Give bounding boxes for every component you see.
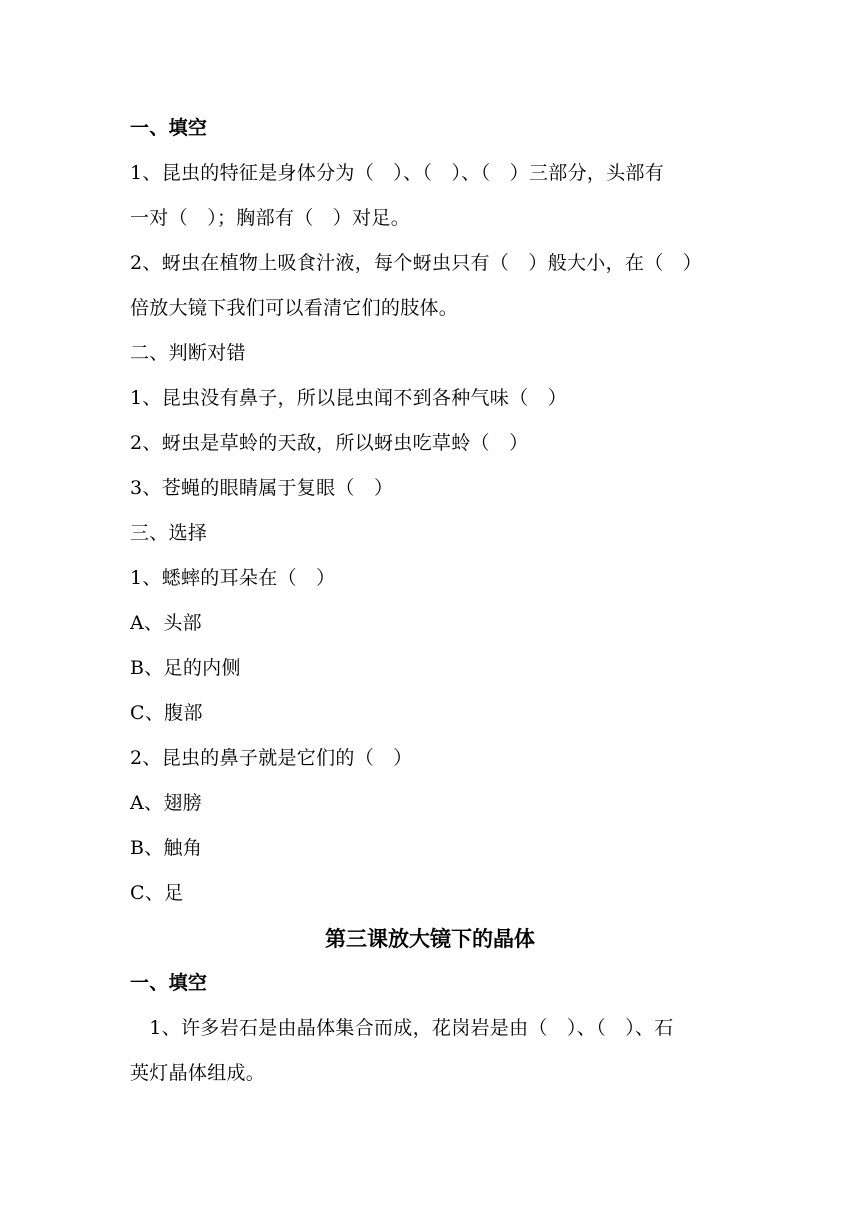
section-heading-fill-blank: 一、填空 <box>130 972 208 994</box>
choice-option: C、腹部 <box>130 702 203 724</box>
question-text: 1、蟋蟀的耳朵在（ ） <box>130 567 336 589</box>
question-text: 2、蚜虫是草蛉的天敌，所以蚜虫吃草蛉（ ） <box>130 432 529 454</box>
question-text: 2、昆虫的鼻子就是它们的（ ） <box>130 747 413 769</box>
section-heading-multiple-choice: 三、选择 <box>130 522 208 544</box>
choice-option: A、翅膀 <box>130 792 202 814</box>
choice-option: A、头部 <box>130 612 202 634</box>
question-text: 英灯晶体组成。 <box>130 1062 266 1084</box>
section-heading-true-false: 二、判断对错 <box>130 342 246 364</box>
question-text: 1、昆虫没有鼻子，所以昆虫闻不到各种气味（ ） <box>130 387 567 409</box>
question-text: 倍放大镜下我们可以看清它们的肢体。 <box>130 297 459 319</box>
question-text: 1、许多岩石是由晶体集合而成，花岗岩是由（ ）、（ ）、石 <box>130 1017 674 1039</box>
section-heading-fill-blank: 一、填空 <box>130 117 208 139</box>
choice-option: B、触角 <box>130 837 203 859</box>
choice-option: B、足的内侧 <box>130 657 241 679</box>
choice-option: C、足 <box>130 882 184 904</box>
question-text: 3、苍蝇的眼睛属于复眼（ ） <box>130 477 394 499</box>
lesson-title: 第三课放大镜下的晶体 <box>325 927 535 951</box>
question-text: 1、昆虫的特征是身体分为（ ）、（ ）、（ ）三部分，头部有 <box>130 162 665 184</box>
question-text: 一对（ ）；胸部有（ ）对足。 <box>130 207 411 229</box>
question-text: 2、蚜虫在植物上吸食汁液，每个蚜虫只有（ ）般大小，在（ ） <box>130 252 703 274</box>
